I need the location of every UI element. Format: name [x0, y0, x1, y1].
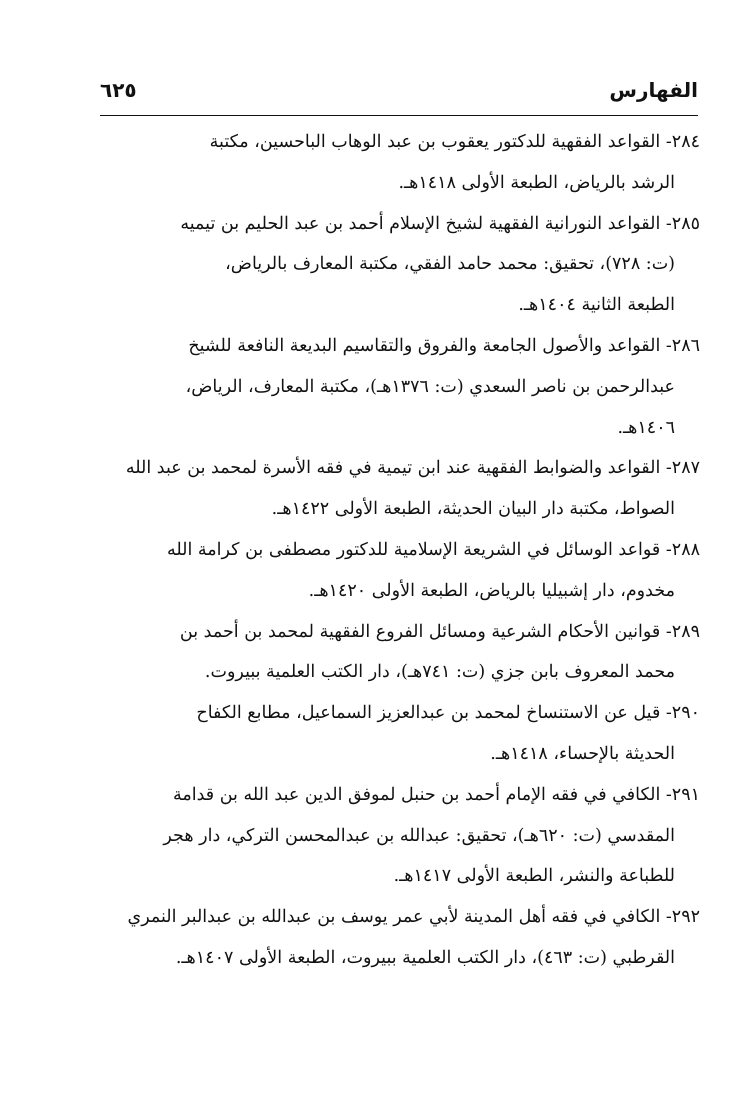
- bibliography-entry: [100, 775, 700, 897]
- entry-continuation-line: [100, 408, 700, 449]
- entry-first-line: ٢٨٩- قوانين الأحكام الشرعية ومسائل الفروع الفقهية لمحمد بن أحمد بن: [179, 621, 700, 642]
- bibliography-entry: [100, 326, 700, 448]
- entry-continuation-line: [100, 734, 700, 775]
- entry-text: القواعد والضوابط الفقهية عند ابن تيمية في فقه الأسرة لمحمد بن عبد الله: [125, 458, 661, 479]
- entry-text: مخدوم، دار إشبيليا بالرياض، الطبعة الأولى ١٤٢٠هـ.: [308, 580, 675, 601]
- entry-first-line: ٢٩١- الكافي في فقه الإمام أحمد بن حنبل لموفق الدين عبد الله بن قدامة: [173, 784, 700, 805]
- entry-text: ١٤٠٦هـ.: [617, 417, 675, 438]
- entry-number: ٢٩٠: [671, 703, 700, 724]
- entry-continuation-line: [100, 856, 700, 897]
- entry-text: الكافي في فقه الإمام أحمد بن حنبل لموفق الدين عبد الله بن قدامة: [173, 784, 661, 805]
- entry-text: الرشد بالرياض، الطبعة الأولى ١٤١٨هـ.: [398, 172, 675, 193]
- entry-first-line: ٢٨٦- القواعد والأصول الجامعة والفروق والتقاسيم البديعة النافعة للشيخ: [188, 335, 700, 356]
- entry-first-line: ٢٨٨- قواعد الوسائل في الشريعة الإسلامية للدكتور مصطفى بن كرامة الله: [166, 539, 700, 560]
- entry-number: ٢٨٤: [671, 132, 700, 152]
- entry-text: للطباعة والنشر، الطبعة الأولى ١٤١٧هـ.: [393, 866, 675, 887]
- entry-text: عبدالرحمن بن ناصر السعدي (ت: ١٣٧٦هـ)، مكتبة المعارف، الرياض،: [185, 376, 675, 397]
- page-number: ٦٢٥: [100, 78, 137, 102]
- entry-number: ٢٩٢: [671, 907, 700, 928]
- entry-text: قيل عن الاستنساخ لمحمد بن عبدالعزيز السماعيل، مطابع الكفاح: [196, 703, 661, 724]
- entry-continuation-line: [100, 489, 700, 530]
- entry-text: القرطبي (ت: ٤٦٣)، دار الكتب العلمية ببيروت، الطبعة الأولى ١٤٠٧هـ.: [175, 947, 675, 968]
- entry-text: قوانين الأحكام الشرعية ومسائل الفروع الفقهية لمحمد بن أحمد بن: [179, 621, 661, 642]
- bibliography-entry: [100, 612, 700, 694]
- entry-continuation-line: [100, 367, 700, 408]
- bibliography-entry: [100, 448, 700, 530]
- page-header: [100, 78, 698, 112]
- entry-continuation-line: [100, 938, 700, 979]
- entry-continuation-line: [100, 244, 700, 285]
- entry-number: ٢٩١: [671, 784, 700, 805]
- entry-continuation-line: [100, 571, 700, 612]
- entry-text: القواعد النورانية الفقهية لشيخ الإسلام أحمد بن عبد الحليم بن تيميه: [180, 213, 661, 234]
- entry-text: قواعد الوسائل في الشريعة الإسلامية للدكتور مصطفى بن كرامة الله: [166, 539, 661, 560]
- entry-text: الكافي في فقه أهل المدينة لأبي عمر يوسف بن عبدالله بن عبدالبر النمري: [127, 907, 661, 928]
- bibliography-entry: [100, 122, 700, 204]
- entry-first-line: ٢٩٢- الكافي في فقه أهل المدينة لأبي عمر يوسف بن عبدالله بن عبدالبر النمري: [127, 907, 700, 928]
- entry-first-line: ٢٨٤- القواعد الفقهية للدكتور يعقوب بن عبد الوهاب الباحسين، مكتبة: [209, 132, 700, 152]
- entry-text: الطبعة الثانية ١٤٠٤هـ.: [518, 295, 675, 316]
- entry-continuation-line: [100, 652, 700, 693]
- bibliography-entry: [100, 897, 700, 979]
- entry-text: (ت: ٧٢٨)، تحقيق: محمد حامد الفقي، مكتبة المعارف بالرياض،: [225, 254, 675, 275]
- entry-number: ٢٨٥: [671, 213, 700, 234]
- bibliography-entry: [100, 530, 700, 612]
- entry-text: القواعد والأصول الجامعة والفروق والتقاسيم البديعة النافعة للشيخ: [188, 335, 661, 356]
- entry-text: القواعد الفقهية للدكتور يعقوب بن عبد الوهاب الباحسين، مكتبة: [209, 132, 661, 152]
- entry-first-line: ٢٨٥- القواعد النورانية الفقهية لشيخ الإسلام أحمد بن عبد الحليم بن تيميه: [180, 213, 700, 234]
- entry-text: الحديثة بالإحساء، ١٤١٨هـ.: [490, 743, 675, 764]
- entry-continuation-line: [100, 163, 700, 204]
- entry-text: المقدسي (ت: ٦٢٠هـ)، تحقيق: عبدالله بن عبدالمحسن التركي، دار هجر: [163, 825, 675, 846]
- entry-first-line: ٢٩٠- قيل عن الاستنساخ لمحمد بن عبدالعزيز السماعيل، مطابع الكفاح: [196, 703, 700, 724]
- running-title: الفهارس: [609, 78, 698, 102]
- entry-continuation-line: [100, 816, 700, 857]
- entry-number: ٢٨٦: [671, 335, 700, 356]
- entry-number: ٢٨٩: [671, 621, 700, 642]
- header-rule: [100, 115, 698, 116]
- entry-continuation-line: [100, 285, 700, 326]
- entry-number: ٢٨٨: [671, 539, 700, 560]
- entry-number: ٢٨٧: [671, 458, 700, 479]
- bibliography-list: [100, 122, 700, 979]
- entry-text: الصواط، مكتبة دار البيان الحديثة، الطبعة الأولى ١٤٢٢هـ.: [271, 499, 675, 520]
- entry-text: محمد المعروف بابن جزي (ت: ٧٤١هـ)، دار الكتب العلمية ببيروت.: [204, 662, 675, 683]
- entry-first-line: ٢٨٧- القواعد والضوابط الفقهية عند ابن تيمية في فقه الأسرة لمحمد بن عبد الله: [125, 458, 700, 479]
- bibliography-entry: [100, 204, 700, 326]
- bibliography-entry: [100, 693, 700, 775]
